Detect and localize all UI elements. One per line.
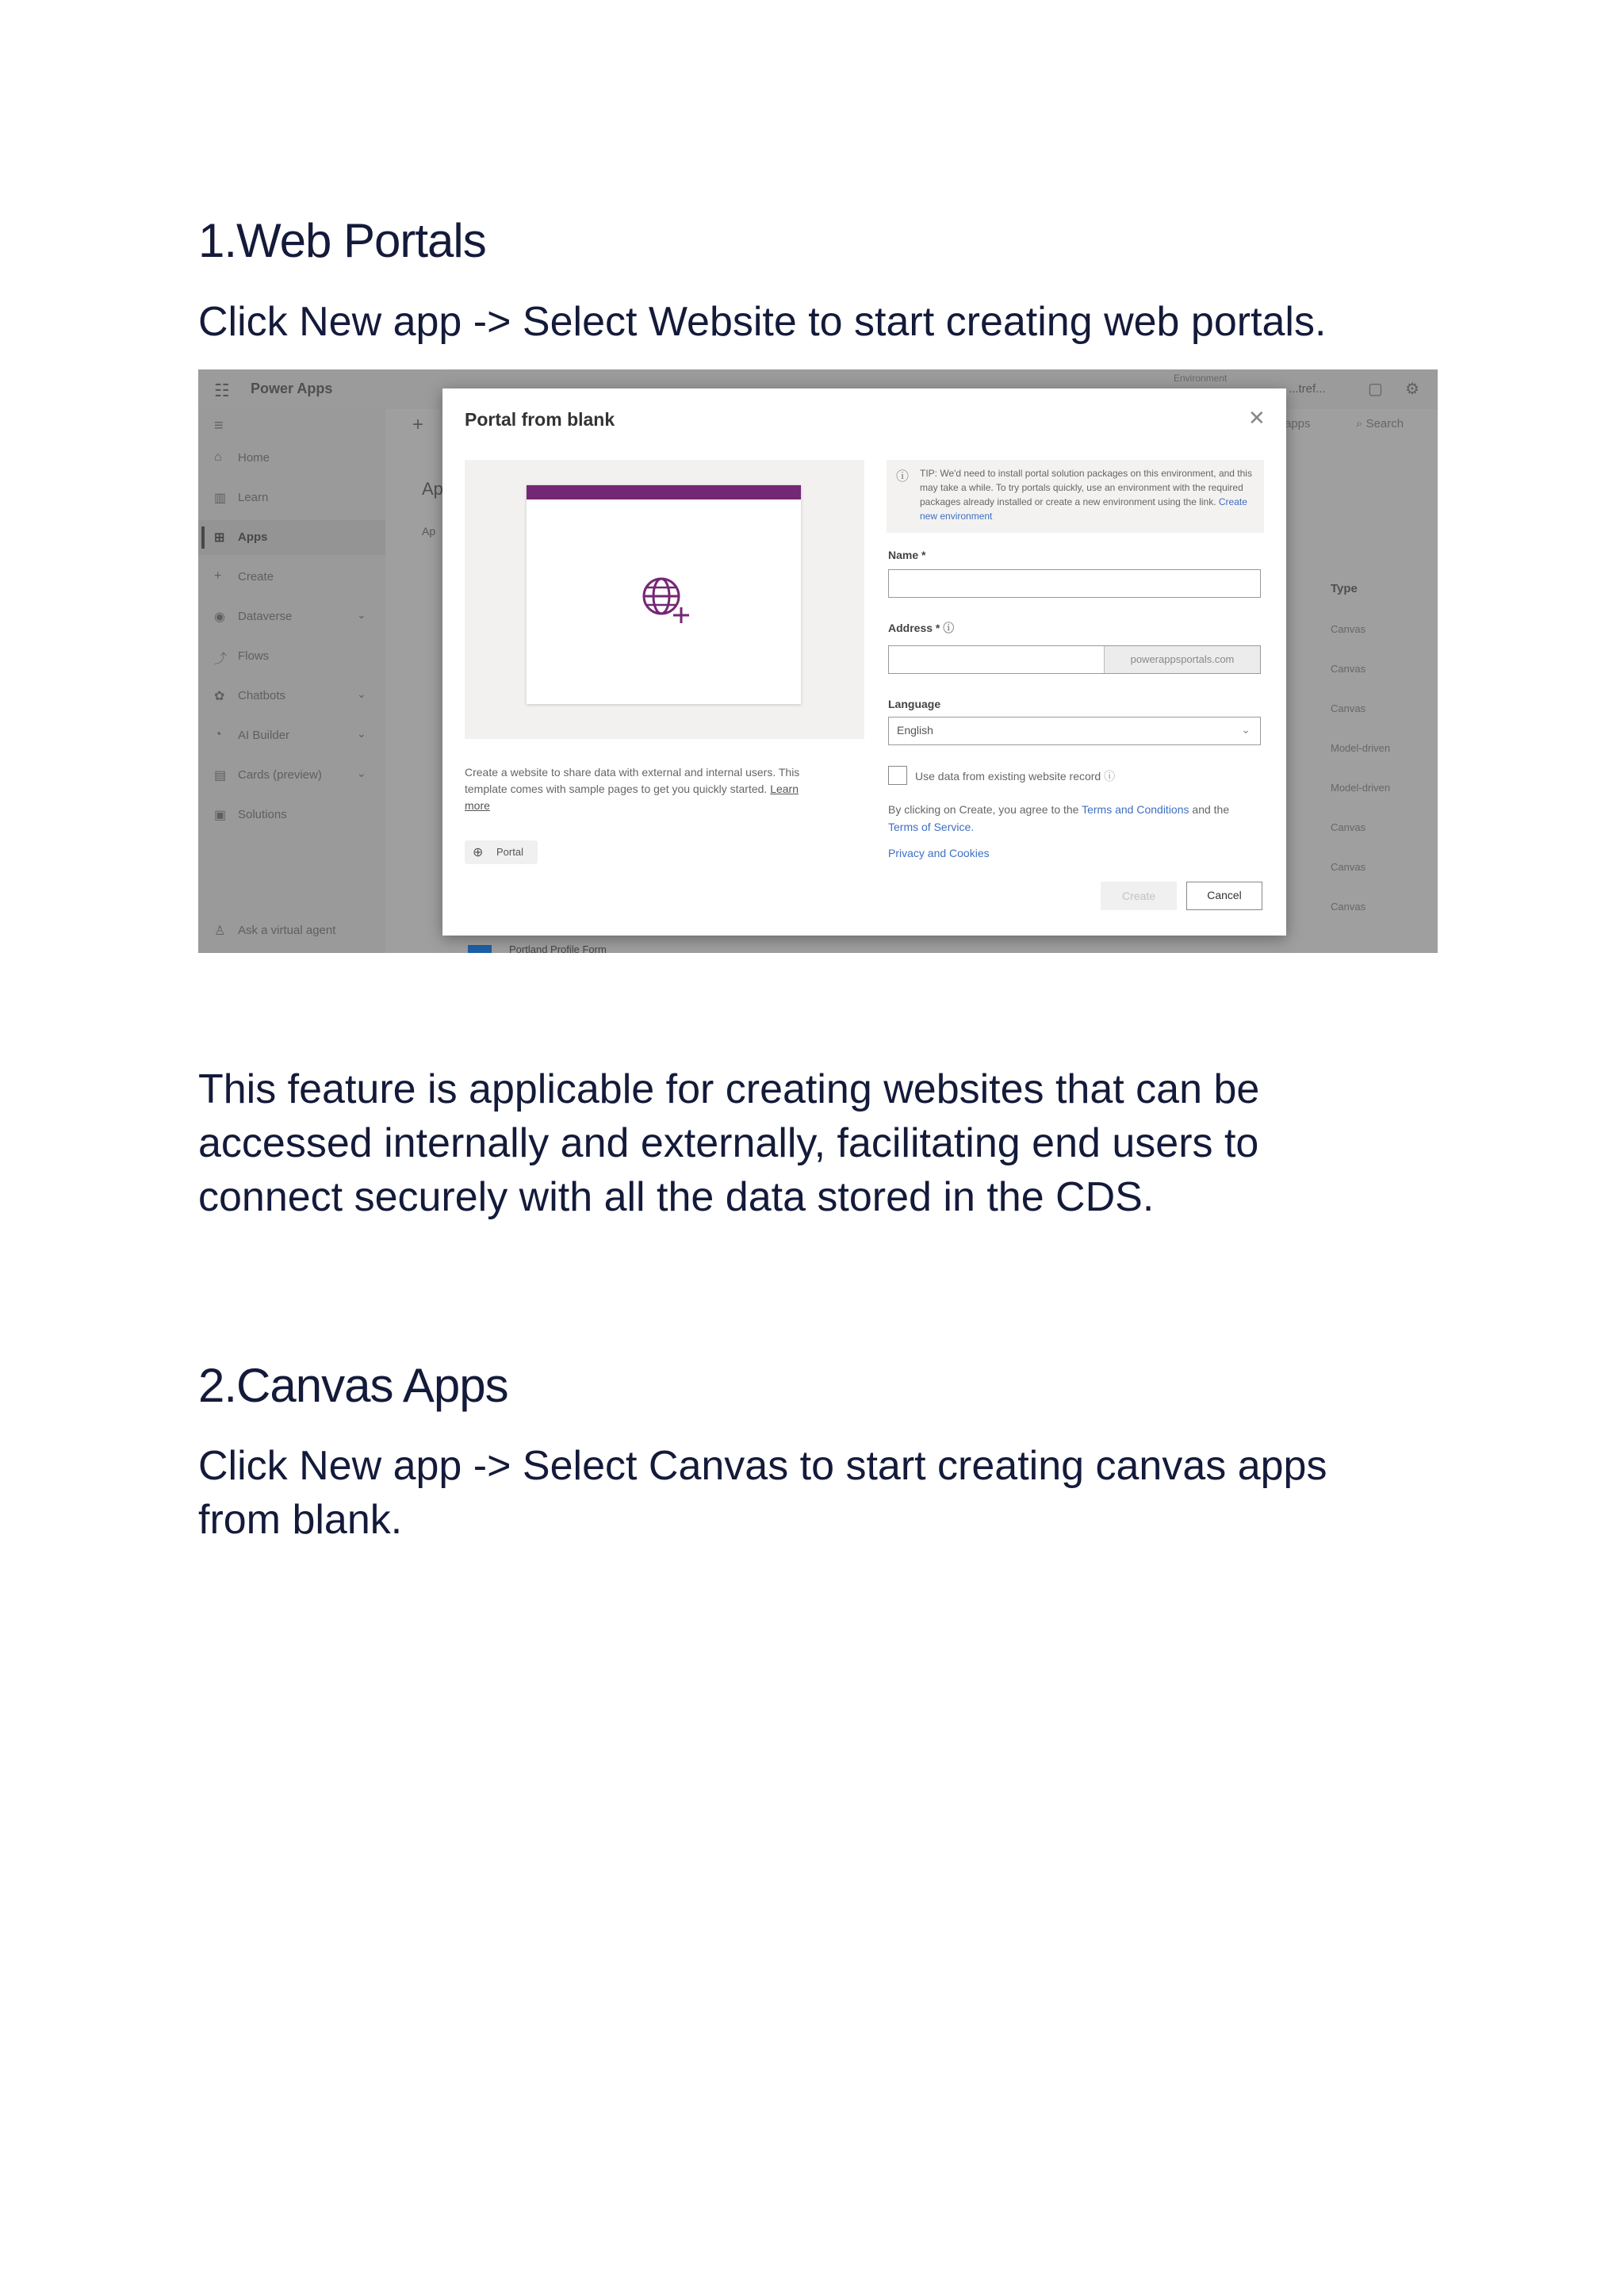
- create-environment-link[interactable]: Create new environment: [920, 496, 1247, 522]
- section1-heading: 1.Web Portals: [198, 214, 486, 267]
- name-label: Name *: [888, 549, 926, 561]
- privacy-link[interactable]: Privacy and Cookies: [888, 847, 990, 859]
- globe-icon: ⊕: [473, 846, 484, 859]
- feature-line-2: accessed internally and externally, facilitating end users to: [198, 1120, 1259, 1166]
- terms-mid: and the: [1192, 803, 1230, 816]
- terms-text: [888, 801, 1261, 836]
- section2-line-2: from blank.: [198, 1497, 403, 1543]
- address-label: [888, 620, 954, 636]
- info-icon[interactable]: ⓘ: [1104, 770, 1116, 783]
- power-apps-screenshot: [198, 369, 1438, 953]
- app-row-icon: [468, 945, 492, 953]
- section1-instruction: Click New app -> Select Website to start creating web portals.: [198, 299, 1327, 345]
- terms-service-link[interactable]: Terms of Service.: [888, 821, 975, 833]
- checkbox-label-text: Use data from existing website record: [915, 770, 1101, 783]
- feature-line-3: connect securely with all the data stored in the CDS.: [198, 1174, 1155, 1220]
- section2-line-1: Click New app -> Select Canvas to start creating canvas apps: [198, 1443, 1327, 1489]
- terms-prefix: By clicking on Create, you agree to the: [888, 803, 1079, 816]
- section2-heading: 2.Canvas Apps: [198, 1359, 508, 1412]
- existing-record-checkbox[interactable]: [888, 766, 907, 785]
- app-row-name: Portland Profile Form: [509, 943, 607, 953]
- tip-text: [920, 466, 1254, 523]
- tip-body: TIP: We'd need to install portal solution packages on this environment, and this may take a while. To try portals quickly, use an environment with the required packages already installed or create a new environment using the link.: [920, 468, 1252, 507]
- terms-conditions-link[interactable]: Terms and Conditions: [1082, 803, 1189, 816]
- website-thumbnail: [527, 485, 801, 704]
- template-description: [465, 764, 814, 814]
- feature-line-1: This feature is applicable for creating websites that can be: [198, 1066, 1260, 1112]
- checkbox-label: [915, 768, 1115, 784]
- close-icon[interactable]: ✕: [1248, 406, 1266, 430]
- info-icon: ⓘ: [896, 470, 910, 484]
- address-suffix: powerappsportals.com: [1104, 646, 1260, 673]
- create-button[interactable]: Create: [1101, 882, 1177, 910]
- description-text: Create a website to share data with external and internal users. This template comes with sample pages to get you quickly started.: [465, 766, 800, 795]
- language-label: Language: [888, 698, 941, 710]
- globe-plus-icon: [638, 572, 693, 628]
- template-preview: [465, 460, 864, 739]
- portal-chip: [465, 840, 538, 864]
- language-value: English: [897, 724, 933, 737]
- portal-dialog: [442, 388, 1286, 936]
- language-select[interactable]: [888, 717, 1261, 745]
- thumbnail-header-bar: [527, 485, 801, 499]
- info-icon[interactable]: ⓘ: [943, 622, 955, 634]
- tip-box: [887, 460, 1264, 533]
- chip-label: Portal: [496, 846, 523, 858]
- dialog-title: Portal from blank: [465, 409, 615, 430]
- address-field[interactable]: [888, 645, 1261, 674]
- address-label-text: Address *: [888, 622, 940, 634]
- chevron-down-icon: ⌄: [1241, 723, 1251, 736]
- cancel-button[interactable]: Cancel: [1186, 882, 1262, 910]
- name-field[interactable]: [888, 569, 1261, 598]
- learn-more-link[interactable]: Learn more: [465, 783, 799, 812]
